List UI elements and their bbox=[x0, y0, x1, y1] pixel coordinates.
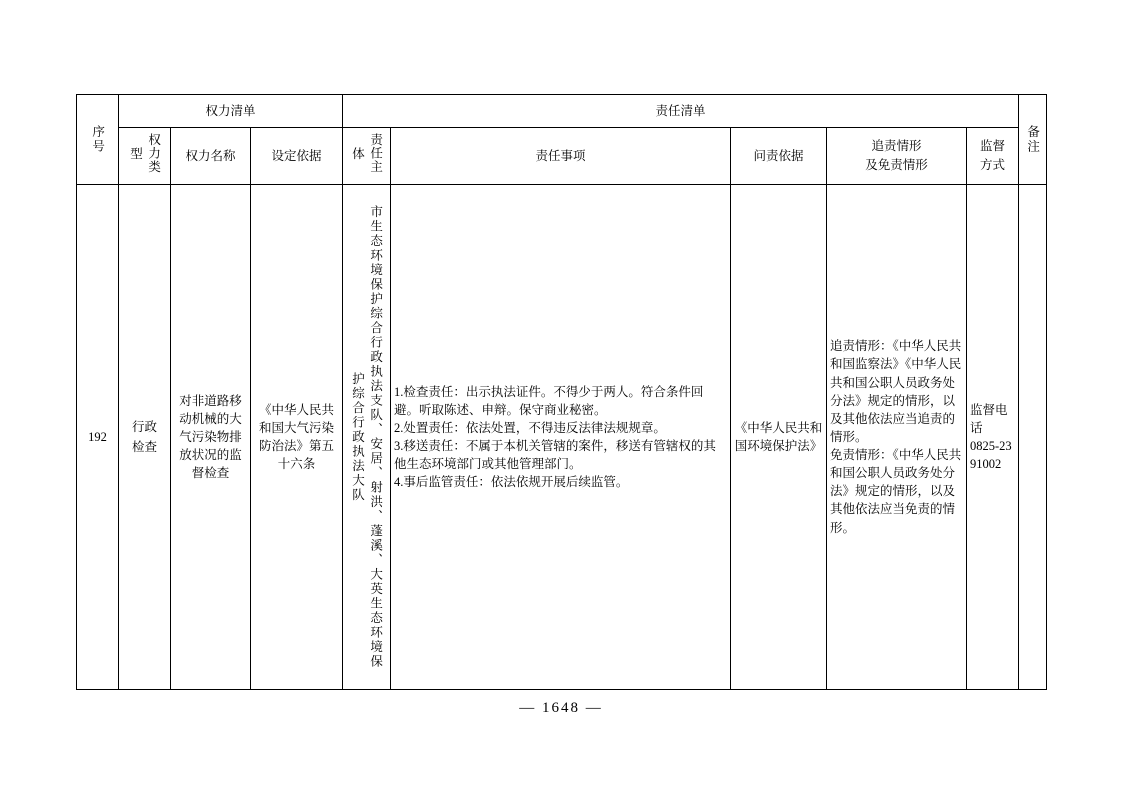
responsibility-item: 2.处置责任：依法处置，不得违反法律法规规章。 bbox=[394, 420, 666, 435]
page-number: — 1648 — bbox=[519, 700, 603, 716]
header-responsibility-list: 责任清单 bbox=[343, 95, 1019, 128]
cell-responsible-subject bbox=[343, 185, 391, 690]
col-power-name: 权力名称 bbox=[171, 128, 251, 185]
col-supervision-method bbox=[967, 128, 1019, 185]
cell-accountability-exemption bbox=[827, 185, 967, 690]
table-column-header-row bbox=[77, 128, 1047, 185]
header-serial bbox=[77, 95, 119, 185]
cell-responsibility-items bbox=[391, 185, 731, 690]
exemption-paragraph: 免责情形：《中华人民共和国公职人员政务处分法》规定的情形，以及其他依法应当免责的情形。 bbox=[830, 448, 962, 535]
cell-power-name: 对非道路移动机械的大气污染物排放状况的监督检查 bbox=[171, 185, 251, 690]
cell-power-type bbox=[119, 185, 171, 690]
header-power-list: 权力清单 bbox=[119, 95, 343, 128]
cell-responsible-subject-wrap bbox=[346, 187, 387, 687]
table-group-header-row bbox=[77, 95, 1047, 128]
col-responsible-subject bbox=[343, 128, 391, 185]
header-remark-label: 备注 bbox=[1025, 125, 1040, 154]
col-accountability-basis: 问责依据 bbox=[731, 128, 827, 185]
table-row bbox=[77, 185, 1047, 690]
header-serial-label: 序号 bbox=[90, 125, 105, 154]
col-accountability-exemption-line-2: 及免责情形 bbox=[865, 158, 928, 172]
cell-setting-basis: 《中华人民共和国大气污染防治法》第五十六条 bbox=[251, 185, 343, 690]
col-setting-basis: 设定依据 bbox=[251, 128, 343, 185]
col-accountability-exemption bbox=[827, 128, 967, 185]
responsibility-item: 4.事后监管责任：依法依规开展后续监管。 bbox=[394, 475, 629, 490]
header-remark bbox=[1019, 95, 1047, 185]
cell-serial: 192 bbox=[77, 185, 119, 690]
col-power-type bbox=[119, 128, 171, 185]
cell-power-type-text: 行政 检查 bbox=[131, 420, 157, 454]
power-responsibility-table bbox=[76, 94, 1047, 690]
responsibility-item-list bbox=[394, 383, 727, 492]
supervision-label: 监督电话 bbox=[970, 402, 1008, 435]
cell-supervision-method bbox=[967, 185, 1019, 690]
responsibility-item: 1.检查责任：出示执法证件。不得少于两人。符合条件回避。听取陈述、申辩。保守商业秘密。 bbox=[394, 384, 704, 417]
cell-remark bbox=[1019, 185, 1047, 690]
responsibility-item: 3.移送责任：不属于本机关管辖的案件，移送有管辖权的其他生态环境部门或其他管理部门。 bbox=[394, 439, 716, 472]
col-supervision-line2: 方式 bbox=[980, 158, 1006, 172]
col-accountability-exemption-line-1: 追责情形 bbox=[871, 139, 922, 154]
accountability-exemption-list bbox=[830, 337, 963, 536]
cell-responsible-subject-text: 市生态环境保护综合行政执法支队、安居、射洪、蓬溪、大英生态环境保护综合行政执法大队 bbox=[350, 205, 383, 669]
col-responsible-subject-label: 责任主体 bbox=[350, 133, 383, 174]
supervision-phone: 0825-2391002 bbox=[970, 439, 1012, 472]
col-power-type-label: 权力类型 bbox=[128, 133, 161, 174]
col-accountability-exemption-label bbox=[830, 137, 963, 175]
col-supervision-line1: 监督 bbox=[980, 139, 1006, 154]
accountability-paragraph: 追责情形：《中华人民共和国监察法》《中华人民共和国公职人员政务处分法》规定的情形，以及其他依法应当追责的情形。 bbox=[830, 339, 962, 444]
cell-accountability-basis: 《中华人民共和国环境保护法》 bbox=[731, 185, 827, 690]
col-responsibility-items: 责任事项 bbox=[391, 128, 731, 185]
